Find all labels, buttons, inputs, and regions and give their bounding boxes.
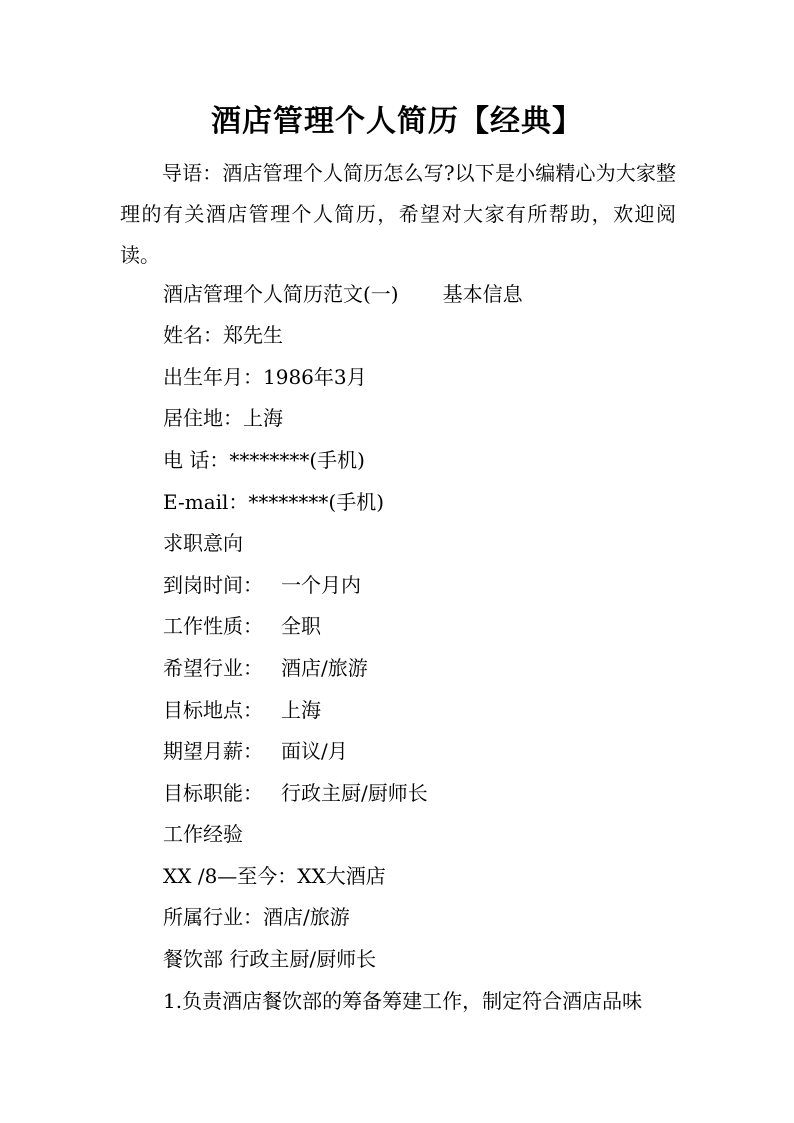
job-intent-heading: 求职意向 bbox=[163, 531, 243, 555]
intro-paragraph: 导语：酒店管理个人简历怎么写?以下是小编精心为大家整理的有关酒店管理个人简历，希望对大家有所帮助，欢迎阅读。 bbox=[120, 161, 676, 267]
intent-value: 全职 bbox=[281, 614, 321, 638]
intent-value: 面议/月 bbox=[281, 739, 348, 763]
intent-label: 到岗时间： bbox=[163, 573, 263, 597]
sample-heading: 酒店管理个人简历范文(一) bbox=[163, 282, 399, 306]
intent-value: 行政主厨/厨师长 bbox=[281, 781, 428, 805]
phone-line: 电 话：********(手机) bbox=[163, 448, 365, 472]
document-title: 酒店管理个人简历【经典】 bbox=[211, 104, 583, 139]
email-line: E-mail：********(手机) bbox=[163, 490, 385, 514]
intent-label: 希望行业： bbox=[163, 656, 263, 680]
experience-item: 1.负责酒店餐饮部的筹备筹建工作，制定符合酒店品味 bbox=[163, 989, 643, 1013]
intent-field-arrival bbox=[163, 571, 361, 599]
intent-field-industry bbox=[163, 654, 368, 682]
basic-info-heading: 基本信息 bbox=[442, 282, 523, 306]
intent-field-function bbox=[163, 779, 428, 807]
intent-label: 目标地点： bbox=[163, 698, 263, 722]
intent-value: 上海 bbox=[281, 698, 321, 722]
experience-industry: 所属行业：酒店/旅游 bbox=[163, 905, 350, 929]
intent-label: 目标职能： bbox=[163, 781, 263, 805]
intent-field-nature bbox=[163, 612, 321, 640]
intent-value: 一个月内 bbox=[281, 573, 361, 597]
birth-line: 出生年月：1986年3月 bbox=[163, 365, 367, 389]
sample-heading-line bbox=[163, 280, 523, 308]
experience-position: 餐饮部 行政主厨/厨师长 bbox=[163, 947, 377, 971]
intent-field-location bbox=[163, 696, 321, 724]
intent-label: 工作性质： bbox=[163, 614, 263, 638]
residence-line: 居住地：上海 bbox=[163, 406, 283, 430]
name-line: 姓名：郑先生 bbox=[163, 323, 283, 347]
experience-heading: 工作经验 bbox=[163, 822, 243, 846]
intent-field-salary bbox=[163, 737, 348, 765]
intent-value: 酒店/旅游 bbox=[281, 656, 368, 680]
experience-period: XX /8—至今：XX大酒店 bbox=[163, 864, 386, 888]
intent-label: 期望月薪： bbox=[163, 739, 263, 763]
